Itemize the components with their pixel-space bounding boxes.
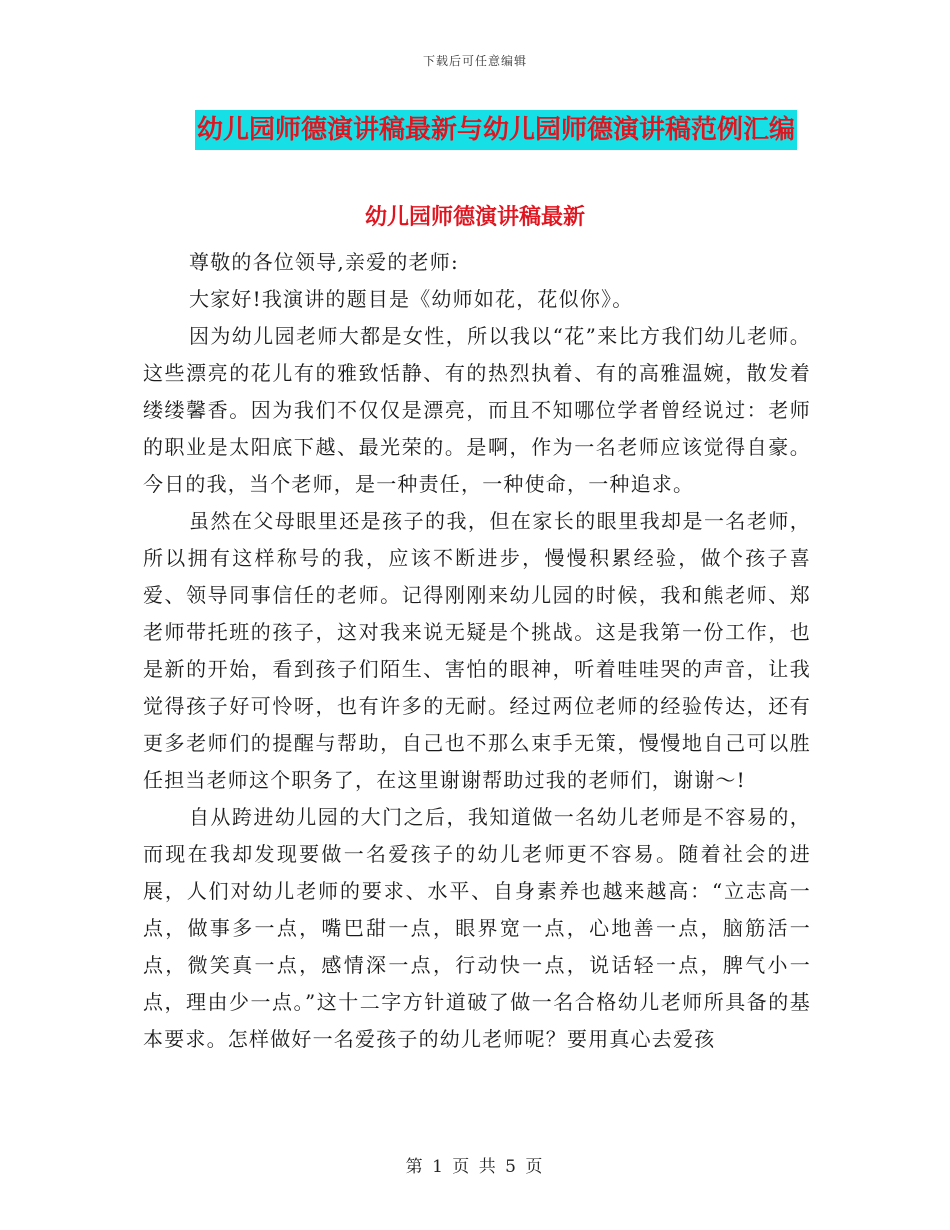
header-note: 下载后可任意编辑: [422, 54, 527, 68]
section-title: 幼儿园师德演讲稿最新: [364, 205, 585, 230]
paragraph-body: 自从跨进幼儿园的大门之后，我知道做一名幼儿老师是不容易的，而现在我却发现要做一名爱孩子的幼儿老师更不容易。随着社会的进展，人们对幼儿老师的要求、水平、自身素养也越来越高：“立志高一点，做事多一点，嘴巴甜一点，眼界宽一点，心地善一点，脑筋活一点，微笑真一点，感情深一点，行动快一点，说话轻一点，脾气小一点，理由少一点。”这十二字方针道破了做一名合格幼儿老师所具备的基本要求。怎样做好一名爱孩子的幼儿老师呢？要用真心去爱孩: [143, 805, 811, 1051]
paragraph-body: 因为幼儿园老师大都是女性，所以我以“花”来比方我们幼儿老师。这些漂亮的花儿有的雅致恬静、有的热烈执着、有的高雅温婉，散发着缕缕馨香。因为我们不仅仅是漂亮，而且不知哪位学者曾经说过：老师的职业是太阳底下越、最光荣的。是啊，作为一名老师应该觉得自豪。今日的我，当个老师，是一种责任，一种使命，一种追求。: [143, 324, 811, 496]
page-footer: 第 1 页 共 5 页: [405, 1157, 545, 1177]
title-container: [0, 110, 950, 150]
paragraph-body: 虽然在父母眼里还是孩子的我，但在家长的眼里我却是一名老师，所以拥有这样称号的我，应该不断进步，慢慢积累经验，做个孩子喜爱、领导同事信任的老师。记得刚刚来幼儿园的时候，我和熊老师、郑老师带托班的孩子，这对我来说无疑是个挑战。这是我第一份工作，也是新的开始，看到孩子们陌生、害怕的眼神，听着哇哇哭的声音，让我觉得孩子好可怜呀，也有许多的无耐。经过两位老师的经验传达，还有更多老师们的提醒与帮助，自己也不那么束手无策，慢慢地自己可以胜任担当老师这个职务了，在这里谢谢帮助过我的老师们，谢谢～!: [143, 509, 811, 792]
body-text: [143, 244, 811, 1058]
paragraph-greeting: 大家好!我演讲的题目是《幼师如花，花似你》。: [189, 287, 634, 311]
paragraph-salutation: 尊敬的各位领导,亲爱的老师:: [189, 250, 459, 274]
document-title: 幼儿园师德演讲稿最新与幼儿园师德演讲稿范例汇编: [195, 110, 797, 150]
